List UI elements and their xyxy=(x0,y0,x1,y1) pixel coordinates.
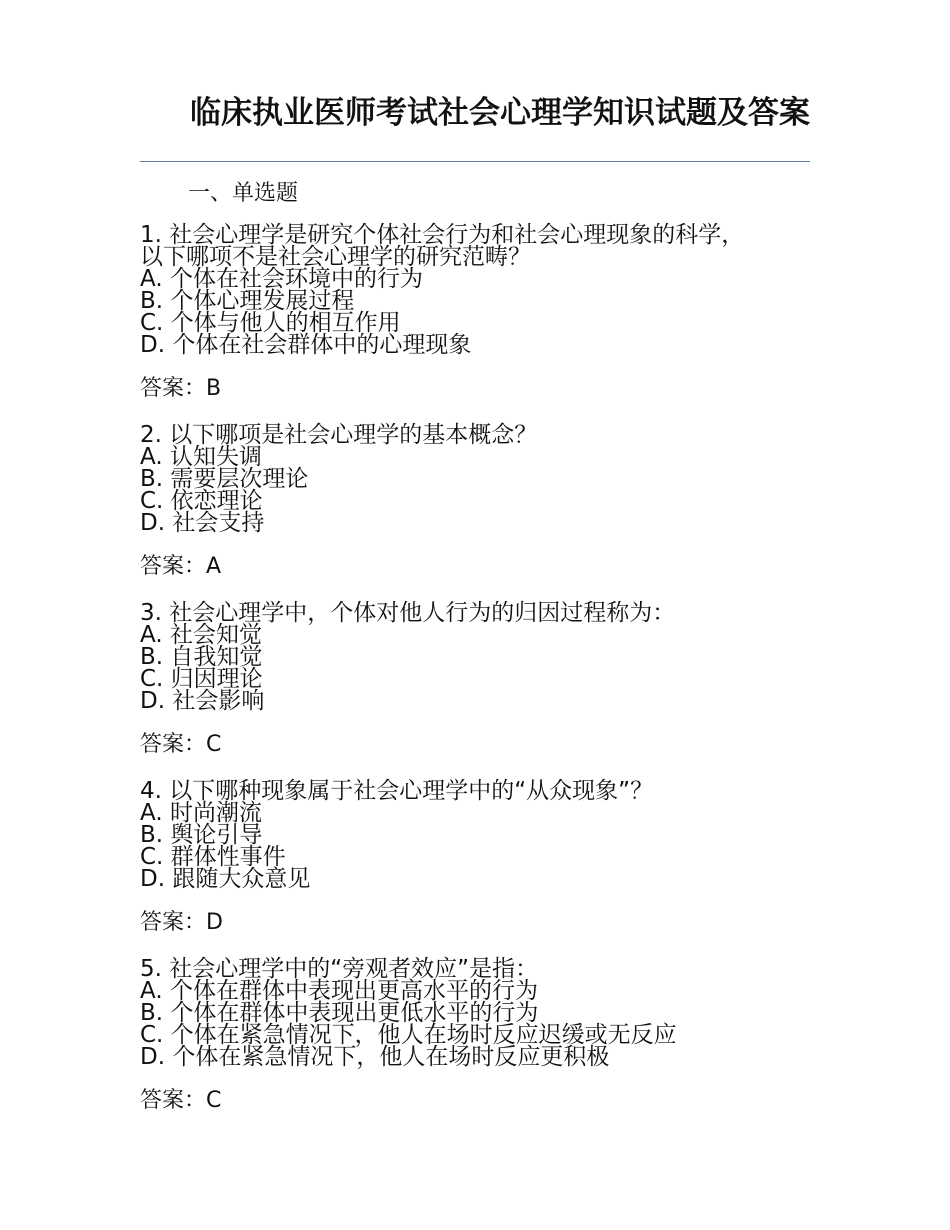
question-option: B. 个体在群体中表现出更低水平的行为 xyxy=(140,1000,539,1026)
question-stem: 3. 社会心理学中，个体对他人行为的归因过程称为： xyxy=(140,600,676,626)
answer-line: 答案：C xyxy=(140,1088,222,1113)
question-option: A. 社会知觉 xyxy=(140,622,262,648)
question-option: B. 需要层次理论 xyxy=(140,466,309,492)
answer-line: 答案：C xyxy=(140,732,222,757)
question-option: C. 依恋理论 xyxy=(140,488,263,514)
question-option: D. 个体在紧急情况下，他人在场时反应更积极 xyxy=(140,1044,610,1070)
answer-line: 答案：A xyxy=(140,554,222,579)
question-option: A. 个体在群体中表现出更高水平的行为 xyxy=(140,978,538,1004)
question-1 xyxy=(140,224,820,402)
question-option: D. 社会支持 xyxy=(140,510,265,536)
question-stem: 以下哪项不是社会心理学的研究范畴？ xyxy=(140,244,531,270)
question-2 xyxy=(140,424,820,580)
answer-line: 答案：D xyxy=(140,910,223,935)
question-option: B. 自我知觉 xyxy=(140,644,263,670)
question-option: C. 归因理论 xyxy=(140,666,263,692)
question-option: A. 个体在社会环境中的行为 xyxy=(140,266,423,292)
question-option: C. 个体与他人的相互作用 xyxy=(140,310,401,336)
page-title: 临床执业医师考试社会心理学知识试题及答案 xyxy=(190,95,810,131)
section-heading: 一、单选题 xyxy=(188,181,299,206)
title-divider xyxy=(140,161,810,162)
question-option: B. 个体心理发展过程 xyxy=(140,288,355,314)
question-5 xyxy=(140,958,820,1114)
question-option: D. 跟随大众意见 xyxy=(140,866,311,892)
question-option: C. 个体在紧急情况下，他人在场时反应迟缓或无反应 xyxy=(140,1022,677,1048)
question-option: A. 认知失调 xyxy=(140,444,262,470)
question-option: B. 舆论引导 xyxy=(140,822,263,848)
question-4 xyxy=(140,780,820,936)
question-option: A. 时尚潮流 xyxy=(140,800,262,826)
question-option: C. 群体性事件 xyxy=(140,844,286,870)
question-stem: 2. 以下哪项是社会心理学的基本概念？ xyxy=(140,422,538,448)
question-list xyxy=(140,224,820,1136)
question-option: D. 个体在社会群体中的心理现象 xyxy=(140,332,472,358)
answer-line: 答案：B xyxy=(140,376,222,401)
question-stem: 4. 以下哪种现象属于社会心理学中的“从众现象”？ xyxy=(140,778,654,804)
question-option: D. 社会影响 xyxy=(140,688,265,714)
question-stem: 5. 社会心理学中的“旁观者效应”是指： xyxy=(140,956,539,982)
question-stem: 1. 社会心理学是研究个体社会行为和社会心理现象的科学， xyxy=(140,222,745,248)
question-3 xyxy=(140,602,820,758)
